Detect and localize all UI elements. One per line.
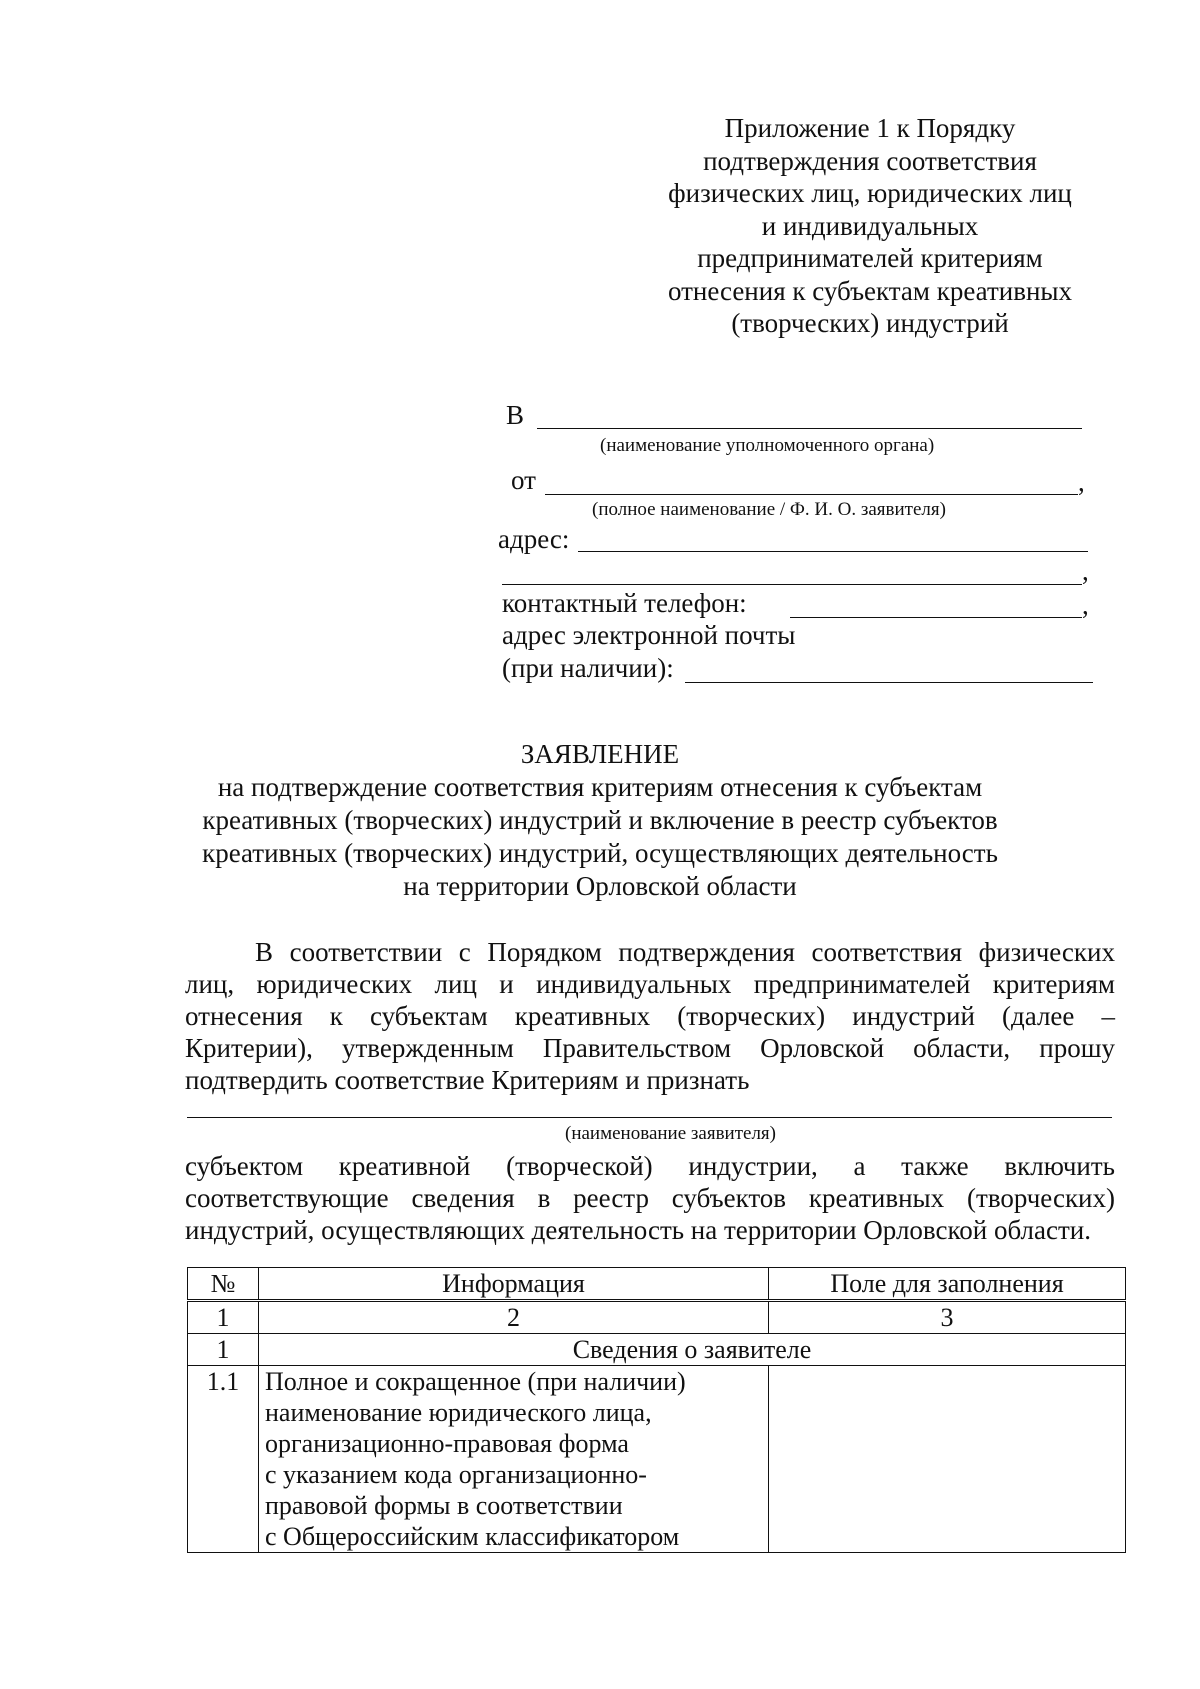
paragraph-line: отнесения к субъектам креативных (творческих) индустрий (далее – (185, 1001, 1115, 1031)
header-field: Поле для заполнения (769, 1268, 1126, 1301)
info-table (187, 1267, 1126, 1553)
statement-title-main: ЗАЯВЛЕНИЕ (520, 739, 680, 769)
table-header-row (188, 1268, 1126, 1301)
phone-label: контактный телефон: (502, 588, 747, 618)
statement-title-line: на территории Орловской области (403, 871, 797, 901)
numbering-cell: 1 (188, 1301, 259, 1334)
row-value-field[interactable] (769, 1366, 1126, 1553)
table-numbering-row (188, 1301, 1126, 1334)
applicant-caption: (наименование заявителя) (565, 1123, 776, 1144)
section-title: Сведения о заявителе (259, 1334, 1126, 1366)
paragraph-line: индустрий, осуществляющих деятельность на территории Орловской области. (185, 1215, 1091, 1245)
table-row (188, 1366, 1126, 1553)
to-prefix: В (506, 400, 525, 430)
from-applicant-field[interactable] (545, 494, 1078, 495)
row-info-line: с Общероссийским классификатором (265, 1522, 680, 1551)
appendix-line: физических лиц, юридических лиц (668, 178, 1072, 208)
to-caption: (наименование уполномоченного органа) (600, 435, 935, 456)
row-info-line: правовой формы в соответствии (265, 1491, 623, 1520)
paragraph-line: Критерии), утвержденным Правительством Орловской области, прошу (185, 1033, 1115, 1063)
row-info-line: наименование юридического лица, (265, 1398, 652, 1427)
statement-title (180, 738, 1020, 903)
from-caption: (полное наименование / Ф. И. О. заявителя) (592, 499, 946, 520)
paragraph-line: лиц, юридических лиц и индивидуальных предпринимателей критериям (185, 969, 1115, 999)
appendix-line: подтверждения соответствия (703, 145, 1037, 176)
phone-suffix: , (1082, 590, 1089, 620)
paragraph-line: В соответствии с Порядком подтверждения соответствия физических (255, 937, 1115, 967)
row-info-line: организационно-правовая форма (265, 1429, 629, 1458)
applicant-name-field[interactable] (187, 1117, 1112, 1118)
phone-field[interactable] (790, 617, 1082, 618)
appendix-line: (творческих) индустрий (731, 308, 1009, 338)
appendix-header (640, 112, 1100, 340)
header-info: Информация (259, 1268, 769, 1301)
appendix-line: и индивидуальных (761, 210, 979, 241)
statement-title-line: креативных (творческих) индустрий и включение в реестр субъектов (202, 805, 998, 835)
email-label-line1: адрес электронной почты (502, 620, 796, 650)
body-paragraph-1 (185, 936, 1115, 1096)
header-number: № (188, 1268, 259, 1301)
statement-title-line: на подтверждение соответствия критериям отнесения к субъектам (217, 772, 983, 802)
row-info (259, 1366, 769, 1553)
appendix-line: отнесения к субъектам креативных (667, 275, 1073, 306)
to-authority-field[interactable] (537, 428, 1082, 429)
paragraph-line: субъектом креативной (творческой) индустрии, а также включить (185, 1151, 1115, 1181)
email-field[interactable] (685, 682, 1093, 683)
body-paragraph-2 (185, 1150, 1115, 1246)
paragraph-line: соответствующие сведения в реестр субъектов креативных (творческих) (185, 1183, 1115, 1213)
section-number: 1 (188, 1334, 259, 1366)
appendix-line: Приложение 1 к Порядку (724, 113, 1016, 143)
numbering-cell: 3 (769, 1301, 1126, 1334)
address-field[interactable] (578, 551, 1088, 552)
numbering-cell: 2 (259, 1301, 769, 1334)
address-continuation-field[interactable] (502, 584, 1082, 585)
row-info-line: с указанием кода организационно- (265, 1460, 647, 1489)
from-suffix: , (1078, 467, 1085, 497)
row-number: 1.1 (188, 1366, 259, 1553)
table-section-row (188, 1334, 1126, 1366)
email-label-line2: (при наличии): (502, 653, 674, 683)
from-prefix: от (511, 465, 536, 495)
row-info-line: Полное и сокращенное (при наличии) (265, 1367, 686, 1396)
appendix-line: предпринимателей критериям (697, 243, 1043, 273)
address-continuation-suffix: , (1082, 556, 1089, 586)
address-label: адрес: (498, 524, 570, 554)
statement-title-line: креативных (творческих) индустрий, осуществляющих деятельность (202, 838, 998, 868)
paragraph-line: подтвердить соответствие Критериям и признать (185, 1065, 750, 1095)
